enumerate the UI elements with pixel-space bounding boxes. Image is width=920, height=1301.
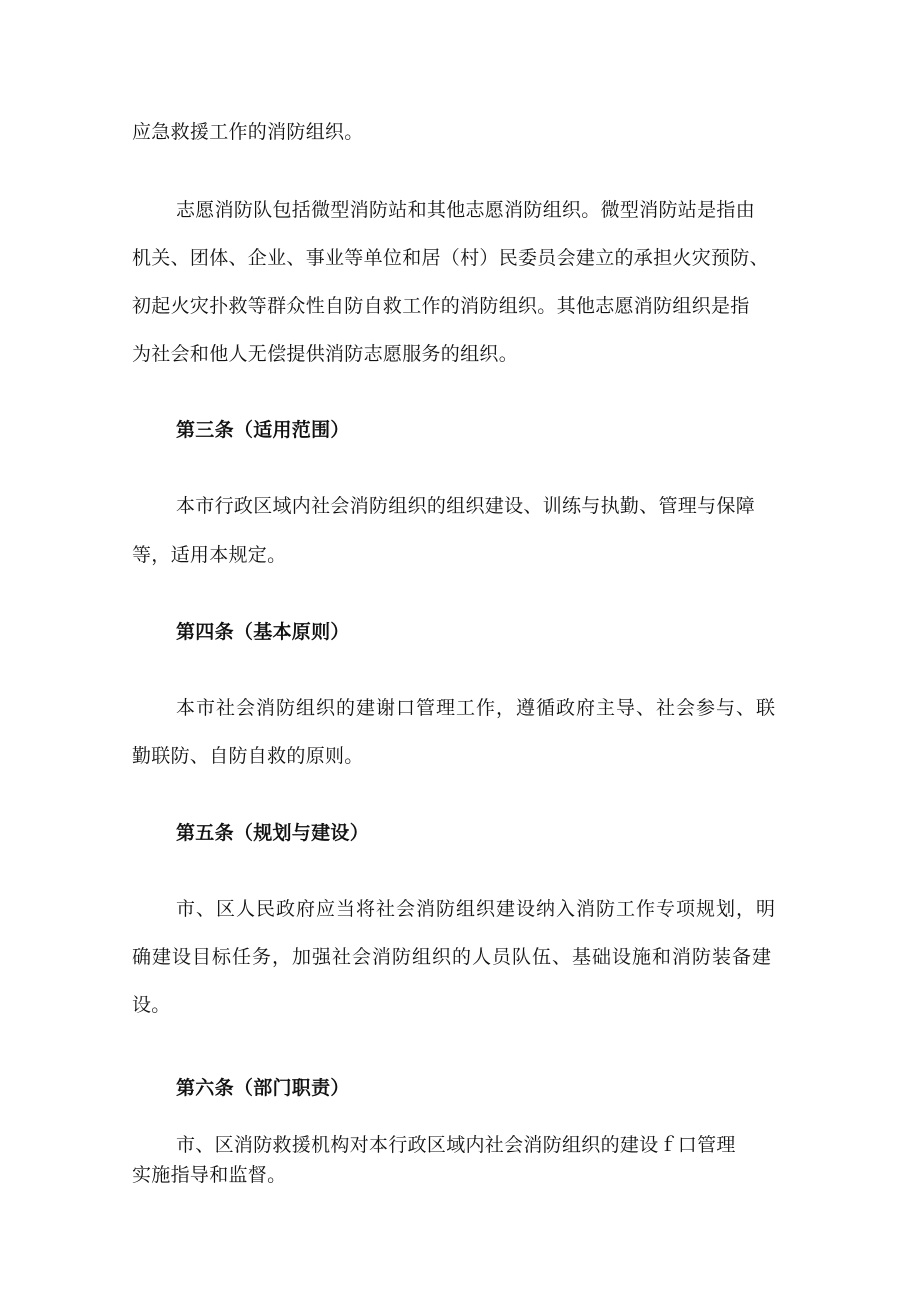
paragraph-line: 市、区消防救援机构对本行政区域内社会消防组织的建设ｆ口管理 xyxy=(176,1134,736,1156)
article-heading: 第六条（部门职责） xyxy=(176,1077,350,1099)
paragraph-line: 初起火灾扑救等群众性自防自救工作的消防组织。其他志愿消防组织是指 xyxy=(132,295,750,317)
paragraph-line: 市、区人民政府应当将社会消防组织建设纳入消防工作专项规划，明 xyxy=(176,898,777,920)
paragraph-line: 为社会和他人无偿提供消防志愿服务的组织。 xyxy=(132,343,519,365)
paragraph-line: 机关、团体、企业、事业等单位和居（村）民委员会建立的承担火灾预防、 xyxy=(132,247,769,269)
paragraph-line: 志愿消防队包括微型消防站和其他志愿消防组织。微型消防站是指由 xyxy=(176,199,756,221)
paragraph-line: 本市社会消防组织的建谢口管理工作，遵循政府主导、社会参与、联 xyxy=(176,697,777,719)
paragraph-line: 勤联防、自防自救的原则。 xyxy=(132,745,364,767)
paragraph-line: 应急救援工作的消防组织。 xyxy=(132,121,364,143)
article-heading: 第四条（基本原则） xyxy=(176,621,350,643)
paragraph-line: 设。 xyxy=(132,994,171,1016)
paragraph-line: 等，适用本规定。 xyxy=(132,544,287,566)
article-heading: 第五条（规划与建设） xyxy=(176,822,370,844)
paragraph-line: 实施指导和监督。 xyxy=(132,1164,287,1186)
paragraph-line: 确建设目标任务，加强社会消防组织的人员队伍、基础设施和消防装备建 xyxy=(132,946,773,968)
paragraph-line: 本市行政区域内社会消防组织的组织建设、训练与执勤、管理与保障 xyxy=(176,495,756,517)
article-heading: 第三条（适用范围） xyxy=(176,419,350,441)
